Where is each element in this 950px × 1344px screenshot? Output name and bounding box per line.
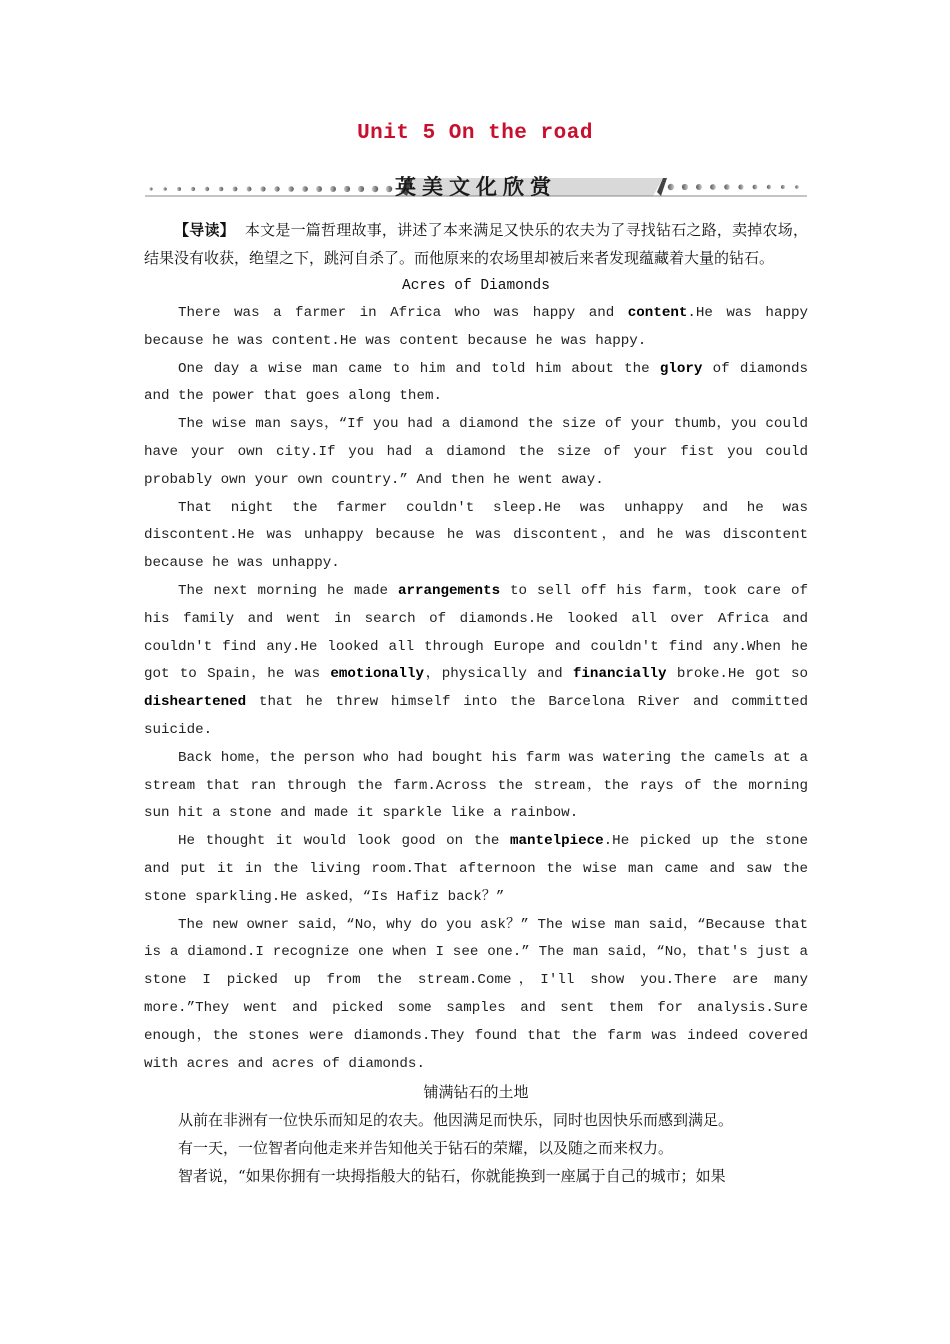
section-banner [145,170,807,200]
story-body [144,300,808,1078]
text-run: that he threw himself into the Barcelona River and committed suicide. [144,694,808,738]
translation-title: 铺满钻石的土地 [423,1083,529,1102]
vocab-highlight: glory [659,360,703,377]
text-run: One day a wise man came to him and told him about the [178,360,660,377]
story-title: Acres of Diamonds [402,278,550,294]
story-paragraph [144,356,808,412]
text-run: ，physically and [424,666,573,683]
text-run: That night the farmer couldn't sleep.He was unhappy and he was discontent.He was unhappy because he was discontent，and he was discontent because he was unhappy. [144,499,808,572]
text-run: broke.He got so [666,666,808,683]
article [144,216,808,1190]
story-paragraph [144,578,808,745]
translation-body [144,1106,808,1190]
translation-paragraph: 智者说，“如果你拥有一块拇指般大的钻石，你就能换到一座属于自己的城市；如果 [178,1167,726,1186]
translation-paragraph: 从前在非洲有一位快乐而知足的农夫。他因满足而快乐，同时也因快乐而感到满足。 [178,1111,734,1130]
text-run: .He picked up the stone and put it in the living room.That afternoon the wise man came and saw the stone sparkling.He asked，“Is Hafiz back？” [144,833,808,905]
text-run: The new owner said，“No，why do you ask？” The wise man said，“Because that is a diamond.I recognize one when I see one.” The man said，“No，that's just a stone I picked up from the stream.Come，I'll show you.There are many more.”They went and picked some samples and sent them for analysis.Sure enough，the stones were diamonds.They found that the farm was indeed covered with acres and acres of diamonds. [144,916,808,1072]
translation-paragraph: 有一天，一位智者向他走来并告知他关于钻石的荣耀，以及随之而来权力。 [178,1139,674,1158]
story-paragraph [144,411,808,494]
story-paragraph [144,495,808,578]
intro-text: 本文是一篇哲理故事，讲述了本来满足又快乐的农夫为了寻找钻石之路，卖掉农场，结果没有收获，绝望之下，跳河自杀了。而他原来的农场里却被后来者发现蕴藏着大量的钻石。 [144,221,808,267]
banner-title: 英美文化欣赏 [395,175,557,199]
story-paragraph [144,300,808,356]
story-paragraph [144,912,808,1079]
vocab-highlight: mantelpiece [510,833,604,850]
story-paragraph [144,745,808,828]
vocab-highlight: disheartened [144,694,247,711]
text-run: to sell off his farm，took care of his family and went in search of diamonds.He looked all over Africa and couldn't find any.He looked all through Europe and couldn't find any.When he got to Spain，he was [144,582,808,683]
text-run: He thought it would look good on the [178,833,511,850]
unit-title: Unit 5 On the road [357,122,593,145]
text-run: The wise man says，“If you had a diamond the size of your thumb，you could have your own city.If you had a diamond the size of your fist you could probably own your own country.” And then he went away. [144,416,808,488]
text-run: Back home，the person who had bought his farm was watering the camels at a stream that ran through the farm.Across the stream，the rays of the morning sun hit a stone and made it sparkle like a rainbow. [144,749,808,822]
text-run: .He was happy because he was content.He was content because he was happy. [144,305,808,349]
text-run: The next morning he made [178,582,398,599]
vocab-highlight: emotionally [330,666,425,683]
text-run: There was a farmer in Africa who was happy and [178,305,628,321]
intro-paragraph [144,216,808,272]
vocab-highlight: arrangements [397,582,501,599]
vocab-highlight: content [627,305,688,321]
story-paragraph [144,828,808,911]
text-run: of diamonds and the power that goes along them. [144,360,809,405]
vocab-highlight: financially [572,666,667,683]
intro-tag: 【导读】 [174,221,235,239]
